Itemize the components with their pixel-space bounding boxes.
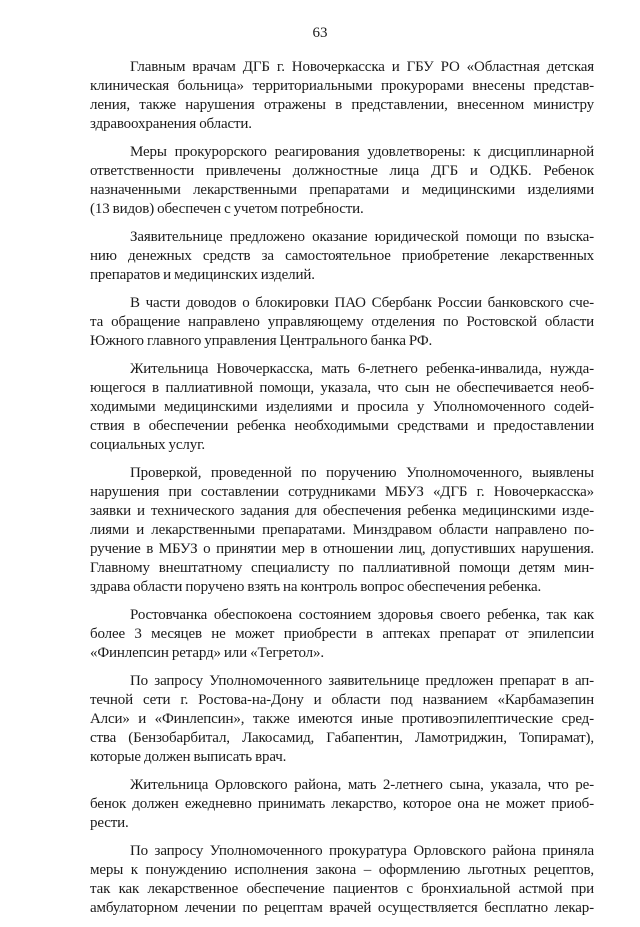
text-line: Жительница Орловского района, мать 2-летнего сына, указала, что ре- [130,777,594,793]
text-line: Жительница Новочеркасска, мать 6-летнего ребенка-инвалида, нужда- [130,361,594,377]
text-line: ствия в обеспечении ребенка необходимыми средствами и предоставлении [90,418,594,434]
text-line: ства (Бензобарбитал, Лакосамид, Габапентин, Ламотриджин, Топирамат), [90,730,594,746]
text-line: лиями и лекарственными препаратами. Минздравом области направлено по- [90,522,594,538]
text-line: Алси» и «Финлепсин», также имеются иные противоэпилептические сред- [90,711,594,727]
text-line: заявки и технического задания для обеспечения ребенка медицинскими изде- [90,503,594,519]
text-line: здравоохранения области. [90,116,252,132]
text-line: более 3 месяцев не может приобрести в аптеках препарат от эпилепсии [90,626,594,642]
text-line: ручение в МБУЗ о принятии мер в отношении лиц, допустивших нарушения. [90,541,594,557]
text-line: клиническая больница» территориальными прокурорами внесены представ- [90,78,594,94]
paragraph-8 [90,672,594,767]
text-line: препаратов и медицинских изделий. [90,267,315,283]
text-line: течной сети г. Ростова-на-Дону и области под названием «Карбамазепин [90,692,594,708]
paragraph-9 [90,776,594,833]
text-line: ления, также нарушения отражены в представлении, внесенном министру [90,97,594,113]
paragraph-7 [90,606,594,663]
text-line: меры к понуждению исполнения закона – оформлению льготных рецептов, [90,862,594,878]
text-line: социальных услуг. [90,437,205,453]
page-number: 63 [312,25,328,41]
paragraph-1 [90,58,594,134]
document-body [90,58,594,927]
text-line: Южного главного управления Центрального банка РФ. [90,333,433,349]
text-line: амбулаторном лечении по рецептам врачей осуществляется бесплатно лекар- [90,900,594,916]
paragraph-3 [90,228,594,285]
text-line: назначенными лекарственными препаратами и медицинскими изделиями [90,182,594,198]
text-line: ходимыми медицинскими изделиями и просила у Уполномоченного содей- [90,399,594,415]
text-line: В части доводов о блокировки ПАО Сбербанк России банковского сче- [130,295,594,311]
text-line: Главным врачам ДГБ г. Новочеркасска и ГБУ РО «Областная детская [130,59,594,75]
text-line: нию денежных средств за самостоятельное приобретение лекарственных [90,248,594,264]
text-line: бенок должен ежедневно принимать лекарство, которое она не может приоб- [90,796,594,812]
text-line: Заявительнице предложено оказание юридической помощи по взыска- [130,229,594,245]
paragraph-5 [90,360,594,455]
text-line: нарушения при составлении сотрудниками МБУЗ «ДГБ г. Новочеркасска» [90,484,594,500]
text-line: (13 видов) обеспечен с учетом потребности. [90,201,364,217]
paragraph-6 [90,464,594,597]
text-line: Проверкой, проведенной по поручению Уполномоченного, выявлены [130,465,594,481]
paragraph-10 [90,842,594,918]
text-line: По запросу Уполномоченного прокуратура Орловского района приняла [130,843,594,859]
text-line: «Финлепсин ретард» или «Тегретол». [90,645,324,661]
text-line: По запросу Уполномоченного заявительнице предложен препарат в ап- [130,673,594,689]
text-line: ющегося в паллиативной помощи, указала, что сын не обеспечивается необ- [90,380,594,396]
paragraph-4 [90,294,594,351]
text-line: здрава области поручено взять на контроль вопрос обеспечения ребенка. [90,579,542,595]
text-line: которые должен выписать врач. [90,749,287,765]
paragraph-2 [90,143,594,219]
text-line: Меры прокурорского реагирования удовлетворены: к дисциплинарной [130,144,594,160]
text-line: Ростовчанка обеспокоена состоянием здоровья своего ребенка, так как [130,607,594,623]
text-line: рести. [90,815,129,831]
text-line: так как лекарственное обеспечение пациентов с бронхиальной астмой при [90,881,594,897]
text-line: Главному внештатному специалисту по паллиативной помощи детям мин- [90,560,594,576]
text-line: та обращение направлено управляющему отделения по Ростовской области [90,314,594,330]
text-line: ответственности привлечены должностные лица ДГБ и ОДКБ. Ребенок [90,163,594,179]
